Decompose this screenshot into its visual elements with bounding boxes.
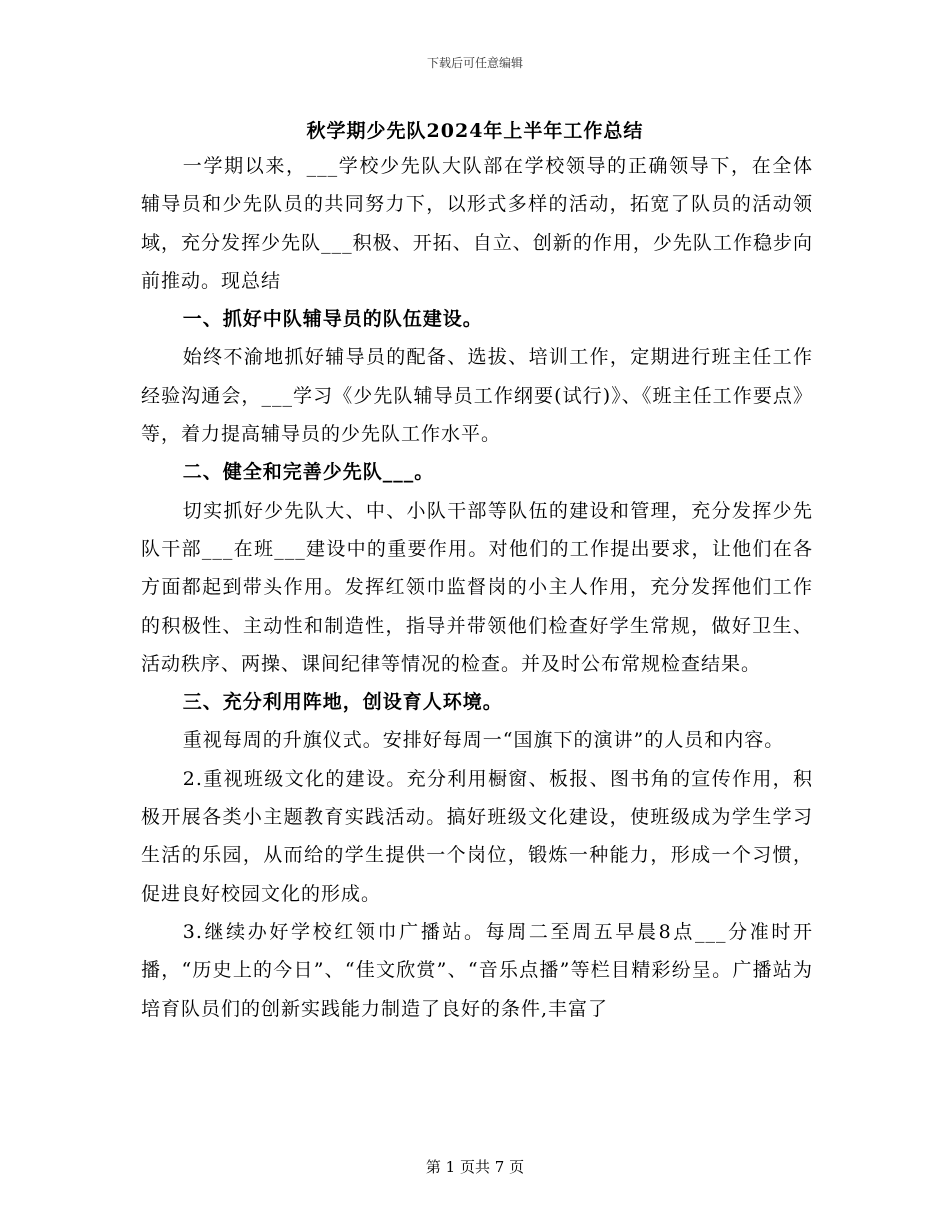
page-number: 第 1 页共 7 页 (425, 1158, 525, 1176)
document-title: 秋学期少先队2024年上半年工作总结 (306, 120, 644, 142)
section-3-item-3: 3.继续办好学校红领巾广播站。每周二至周五早晨8点___分准时开播，“历史上的今日”、“佳文欣赏”、“音乐点播”等栏目精彩纷呈。广播站为培育队员们的创新实践能力制造了良好的条件,丰富了 (141, 920, 813, 1020)
section-heading-1: 一、抓好中队辅导员的队伍建设。 (182, 308, 483, 331)
section-2-paragraph: 切实抓好少先队大、中、小队干部等队伍的建设和管理，充分发挥少先队干部___在班___建设中的重要作用。对他们的工作提出要求，让他们在各方面都起到带头作用。发挥红领巾监督岗的小主人作用，充分发挥他们工作的积极性、主动性和制造性，指导并带领他们检查好学生常规，做好卫生、活动秩序、两操、课间纪律等情况的检查。并及时公布常规检查结果。 (141, 499, 813, 675)
header-note: 下载后可任意编辑 (426, 56, 523, 70)
section-heading-3: 三、充分利用阵地，创设育人环境。 (182, 691, 503, 714)
document-body (141, 147, 813, 1028)
section-3-item-1: 重视每周的升旗仪式。安排好每周一“国旗下的演讲”的人员和内容。 (182, 729, 785, 752)
section-3-item-2: 2.重视班级文化的建设。充分利用橱窗、板报、图书角的宣传作用，积极开展各类小主题教育实践活动。搞好班级文化建设，使班级成为学生学习生活的乐园，从而给的学生提供一个岗位，锻炼一种能力，形成一个习惯，促进良好校园文化的形成。 (141, 767, 813, 905)
section-heading-2: 二、健全和完善少先队___。 (182, 461, 435, 484)
section-1-paragraph: 始终不渝地抓好辅导员的配备、选拔、培训工作，定期进行班主任工作经验沟通会，___学习《少先队辅导员工作纲要(试行)》、《班主任工作要点》等，着力提高辅导员的少先队工作水平。 (141, 346, 813, 446)
intro-paragraph: 一学期以来，___学校少先队大队部在学校领导的正确领导下，在全体辅导员和少先队员的共同努力下，以形式多样的活动，拓宽了队员的活动领域，充分发挥少先队___积极、开拓、自立、创新的作用，少先队工作稳步向前推动。现总结 (141, 155, 813, 292)
